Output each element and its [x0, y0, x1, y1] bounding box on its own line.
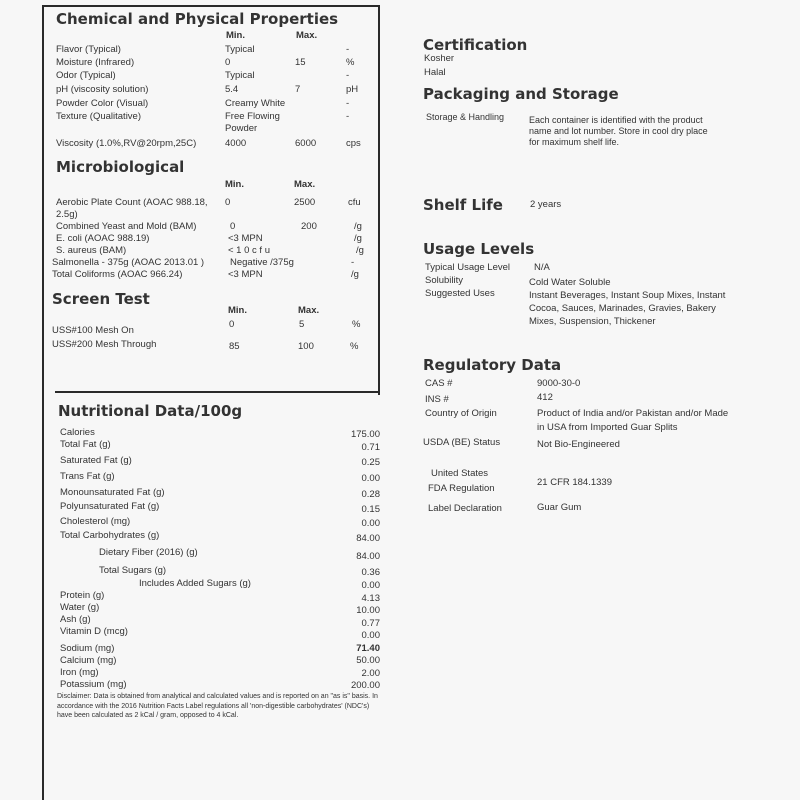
chem-max-header: Max.: [296, 30, 318, 41]
label-declaration-value: Guar Gum: [537, 502, 582, 513]
label-declaration-label: Label Declaration: [428, 503, 502, 514]
storage-handling-text: name and lot number. Store in cool dry place: [529, 126, 708, 136]
chem-row-min: Typical: [225, 44, 255, 55]
nutrition-row-value: 0.28: [361, 489, 380, 500]
chem-row-name: Viscosity (1.0%,RV@20rpm,25C): [56, 138, 197, 149]
screen-min-header: Min.: [228, 305, 247, 316]
nutrition-row-name: Includes Added Sugars (g): [139, 578, 251, 589]
nutrition-row-value: 2.00: [361, 668, 380, 679]
micro-row-name: Aerobic Plate Count (AOAC 988.18,: [56, 197, 208, 208]
nutrition-row-value: 0.25: [361, 457, 380, 468]
typical-usage-value: N/A: [534, 262, 550, 273]
screen-row-min: 85: [229, 341, 240, 352]
chem-row-max: 7: [295, 84, 301, 95]
screen-row-name: USS#200 Mesh Through: [52, 339, 157, 350]
nutrition-row-value: 175.00: [350, 429, 380, 440]
micro-row-name: Total Coliforms (AOAC 966.24): [52, 269, 183, 280]
storage-handling-text: for maximum shelf life.: [529, 137, 620, 147]
regulatory-title: Regulatory Data: [423, 356, 562, 374]
nutrition-row-name: Monounsaturated Fat (g): [60, 487, 165, 498]
micro-row-min: Negative /375g: [230, 257, 294, 268]
chem-row-min: Creamy White: [225, 98, 286, 109]
micro-row-max: 2500: [294, 197, 316, 208]
chem-row-name: Flavor (Typical): [56, 44, 121, 55]
micro-row-min: 0: [225, 197, 231, 208]
chem-row-name: Texture (Qualitative): [56, 111, 142, 122]
nutrition-row-value: 0.71: [361, 442, 380, 453]
micro-title: Microbiological: [56, 158, 185, 176]
chem-row-unit: -: [346, 111, 350, 122]
typical-usage-label: Typical Usage Level: [425, 262, 511, 273]
nutrition-row-name: Total Sugars (g): [99, 565, 167, 576]
suggested-uses-text: Instant Beverages, Instant Soup Mixes, Instant: [529, 290, 726, 301]
chem-row-min: 4000: [225, 138, 247, 149]
chem-row-name: Powder Color (Visual): [56, 98, 149, 109]
nutrition-row-name: Potassium (mg): [60, 679, 127, 690]
ins-label: INS #: [425, 394, 449, 405]
chem-row-name: Moisture (Infrared): [56, 57, 135, 68]
column-divider: [378, 5, 380, 395]
chem-row-unit: -: [346, 70, 350, 81]
cas-value: 9000-30-0: [537, 378, 581, 389]
chem-row-name: Odor (Typical): [56, 70, 116, 81]
nutrition-row-name: Saturated Fat (g): [60, 455, 132, 466]
nutrition-row-name: Polyunsaturated Fat (g): [60, 501, 160, 512]
nutrition-row-name: Ash (g): [60, 614, 91, 625]
micro-row-unit: /g: [351, 269, 359, 280]
chem-row-min: 0: [225, 57, 231, 68]
micro-row-unit: /g: [356, 245, 364, 256]
micro-row-min: 0: [230, 221, 236, 232]
micro-row-unit: -: [351, 257, 355, 268]
micro-row-min: <3 MPN: [228, 269, 263, 280]
nutrition-row-value: 0.00: [361, 473, 380, 484]
micro-row-min: <3 MPN: [228, 233, 263, 244]
micro-min-header: Min.: [225, 179, 244, 190]
nutrition-row-name: Trans Fat (g): [60, 471, 115, 482]
certification-title: Certification: [423, 36, 528, 54]
nutrition-row-name: Total Fat (g): [60, 439, 111, 450]
left-border: [42, 5, 44, 800]
shelf-life-title: Shelf Life: [423, 196, 503, 214]
chem-row-name: pH (viscosity solution): [56, 84, 149, 95]
micro-row-name-continued: 2.5g): [56, 209, 78, 220]
chem-row-unit: %: [346, 57, 355, 68]
chem-min-header: Min.: [226, 30, 245, 41]
screen-title: Screen Test: [52, 290, 150, 308]
nutrition-row-value: 10.00: [356, 605, 380, 616]
nutrition-row-value: 4.13: [361, 593, 380, 604]
screen-row-unit: %: [350, 341, 359, 352]
micro-row-min: < 1 0 c f u: [228, 245, 270, 256]
certification-item: Halal: [424, 67, 446, 78]
nutrition-row-value: 71.40: [356, 643, 380, 654]
nutrition-row-name: Cholesterol (mg): [60, 516, 131, 527]
suggested-uses-text: Mixes, Suspension, Thickener: [529, 316, 656, 327]
nutrition-disclaimer: Disclaimer: Data is obtained from analytical and calculated values and is reported on an "as is" basis. In accordance with the 2016 Nutrition Facts Label regulations all 'non-digestible carbohydrates' (NDC's) have been calculated as 2 kCal / gram, opposed to 4 kCal.: [57, 693, 378, 719]
screen-row-max: 5: [299, 319, 305, 330]
nutrition-row-value: 0.15: [361, 504, 380, 515]
micro-row-unit: cfu: [348, 197, 361, 208]
origin-label: Country of Origin: [425, 408, 497, 419]
ins-value: 412: [537, 392, 553, 403]
chem-row-unit: cps: [346, 138, 361, 149]
suggested-uses-label: Suggested Uses: [425, 288, 495, 299]
nutrition-row-value: 200.00: [350, 680, 380, 691]
nutrition-row-name: Dietary Fiber (2016) (g): [99, 547, 198, 558]
micro-row-unit: /g: [354, 233, 362, 244]
nutrition-row-value: 50.00: [356, 655, 380, 666]
nutrition-row-name: Iron (mg): [60, 667, 99, 678]
fda-value: 21 CFR 184.1339: [537, 477, 612, 488]
nutrition-row-value: 0.77: [361, 618, 380, 629]
chem-row-min: Typical: [225, 70, 255, 81]
nutrition-row-name: Sodium (mg): [60, 643, 115, 654]
solubility-label: Solubility: [425, 275, 464, 286]
chem-row-min: Free Flowing: [225, 111, 280, 122]
nutrition-row-name: Water (g): [60, 602, 100, 613]
chem-title: Chemical and Physical Properties: [56, 10, 339, 28]
chem-row-min-continued: Powder: [225, 123, 258, 134]
nutrition-top-rule: [55, 391, 380, 393]
micro-row-name: Combined Yeast and Mold (BAM): [56, 221, 197, 232]
chem-row-unit: pH: [346, 84, 359, 95]
nutrition-row-value: 84.00: [356, 551, 380, 562]
fda-label: United States: [431, 468, 489, 479]
screen-row-min: 0: [229, 319, 235, 330]
chem-row-max: 15: [295, 57, 306, 68]
nutrition-row-value: 0.00: [361, 630, 380, 641]
chem-row-min: 5.4: [225, 84, 239, 95]
nutrition-row-name: Total Carbohydrates (g): [60, 530, 160, 541]
micro-row-name: Salmonella - 375g (AOAC 2013.01 ): [52, 257, 205, 268]
micro-row-unit: /g: [354, 221, 362, 232]
screen-max-header: Max.: [298, 305, 320, 316]
packaging-title: Packaging and Storage: [423, 85, 619, 103]
nutrition-row-value: 0.00: [361, 518, 380, 529]
chem-row-unit: -: [346, 44, 350, 55]
screen-row-name: USS#100 Mesh On: [52, 325, 134, 336]
micro-row-name: S. aureus (BAM): [56, 245, 127, 256]
origin-value: in USA from Imported Guar Splits: [537, 422, 678, 433]
nutrition-row-name: Protein (g): [60, 590, 105, 601]
nutrition-row-value: 84.00: [356, 533, 380, 544]
micro-row-name: E. coli (AOAC 988.19): [56, 233, 150, 244]
top-left-rule: [42, 5, 380, 7]
nutrition-row-name: Vitamin D (mcg): [60, 626, 128, 637]
origin-value: Product of India and/or Pakistan and/or Made: [537, 408, 729, 419]
solubility-value: Cold Water Soluble: [529, 277, 611, 288]
nutrition-row-name: Calories: [60, 427, 95, 438]
usda-status-label: USDA (BE) Status: [423, 437, 501, 448]
screen-row-max: 100: [298, 341, 314, 352]
usda-status-value: Not Bio-Engineered: [537, 439, 620, 450]
nutrition-title: Nutritional Data/100g: [58, 402, 243, 420]
nutrition-row-value: 0.00: [361, 580, 380, 591]
shelf-life-value: 2 years: [530, 199, 562, 210]
storage-handling-label: Storage & Handling: [426, 112, 505, 122]
micro-max-header: Max.: [294, 179, 316, 190]
cas-label: CAS #: [425, 378, 453, 389]
chem-row-unit: -: [346, 98, 350, 109]
suggested-uses-text: Cocoa, Sauces, Marinades, Gravies, Bakery: [529, 303, 716, 314]
chem-row-max: 6000: [295, 138, 317, 149]
usage-levels-title: Usage Levels: [423, 240, 535, 258]
micro-row-max: 200: [301, 221, 317, 232]
fda-label: FDA Regulation: [428, 483, 495, 494]
certification-item: Kosher: [424, 53, 455, 64]
storage-handling-text: Each container is identified with the product: [529, 115, 703, 125]
nutrition-row-name: Calcium (mg): [60, 655, 117, 666]
nutrition-row-value: 0.36: [361, 567, 380, 578]
screen-row-unit: %: [352, 319, 361, 330]
